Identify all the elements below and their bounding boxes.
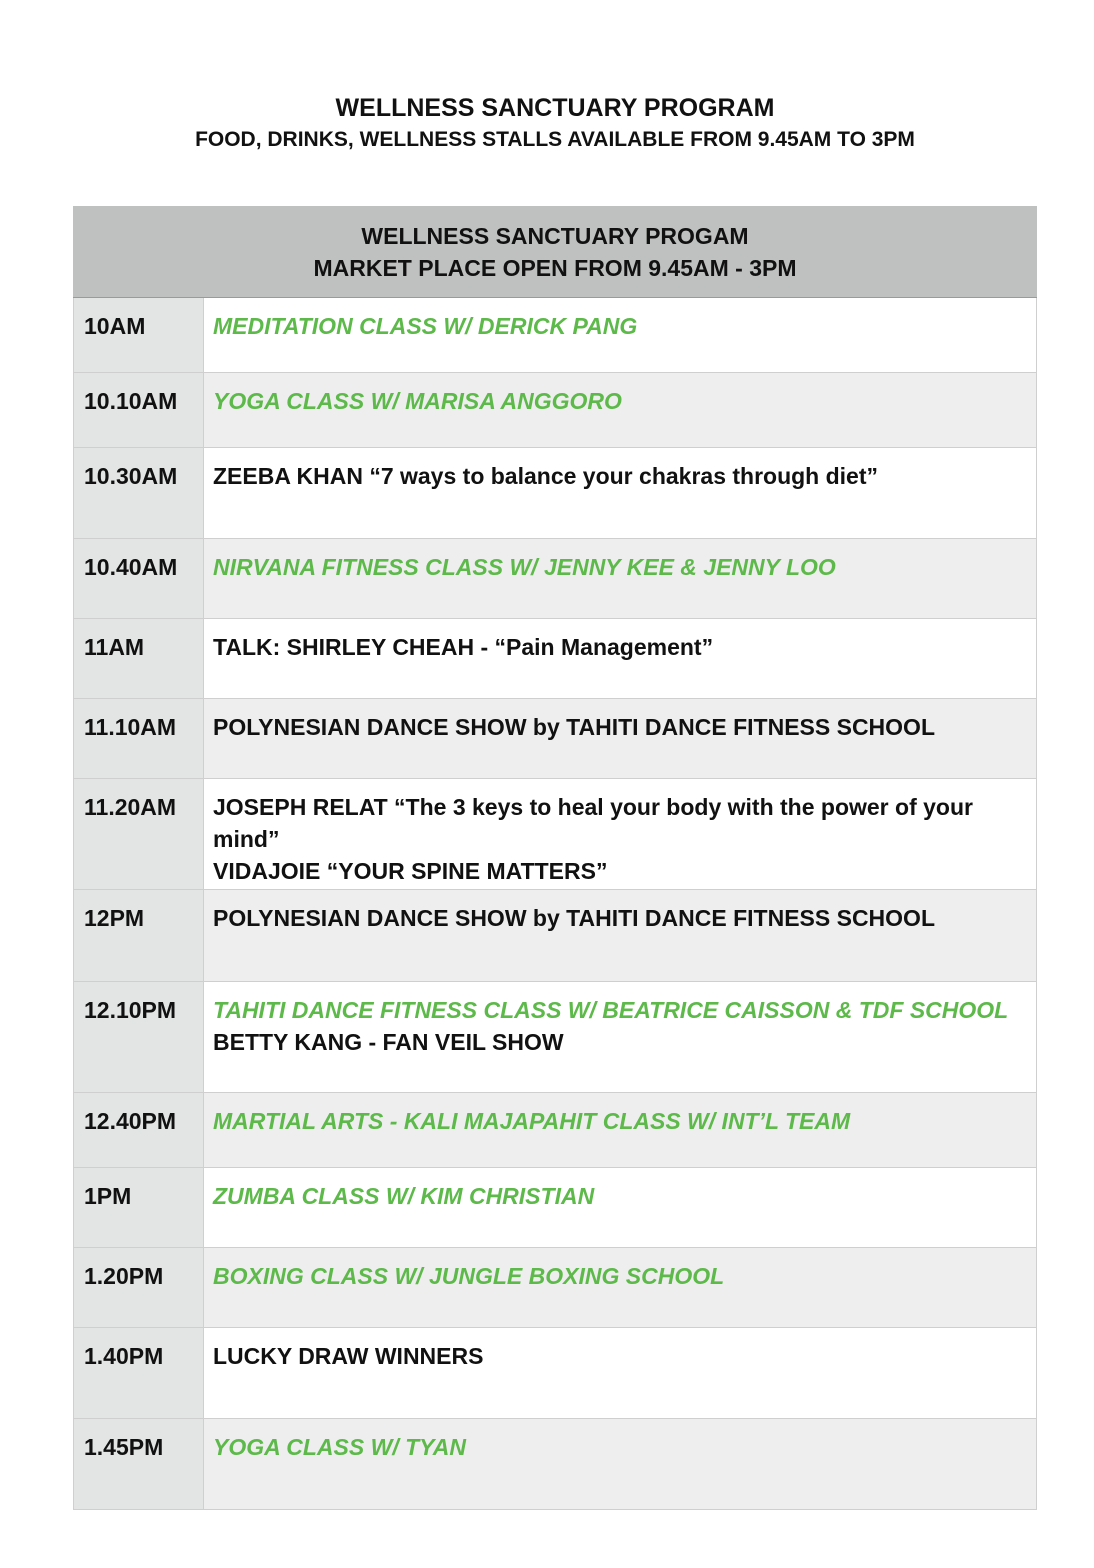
- event-cell: [204, 982, 1037, 1093]
- event-text: LUCKY DRAW WINNERS: [213, 1343, 484, 1369]
- event-cell: [204, 298, 1037, 373]
- schedule-row: [74, 373, 1037, 448]
- time-cell: 1.40PM: [74, 1328, 204, 1419]
- event-cell: [204, 890, 1037, 982]
- time-cell: 1PM: [74, 1168, 204, 1248]
- schedule-row: [74, 619, 1037, 699]
- event-text: POLYNESIAN DANCE SHOW by TAHITI DANCE FITNESS SCHOOL: [213, 714, 935, 740]
- schedule-header-hours: MARKET PLACE OPEN FROM 9.45AM - 3PM: [313, 255, 797, 281]
- class-activity-text: TAHITI DANCE FITNESS CLASS W/ BEATRICE CAISSON & TDF SCHOOL: [213, 997, 1009, 1023]
- time-cell: 11.10AM: [74, 699, 204, 779]
- page-subtitle: FOOD, DRINKS, WELLNESS STALLS AVAILABLE FROM 9.45AM TO 3PM: [195, 128, 915, 151]
- event-cell: [204, 373, 1037, 448]
- event-cell: [204, 1328, 1037, 1419]
- schedule-body: [74, 298, 1037, 1510]
- event-cell: [204, 448, 1037, 539]
- time-cell: 12.10PM: [74, 982, 204, 1093]
- time-cell: 12.40PM: [74, 1093, 204, 1168]
- schedule-row: [74, 1248, 1037, 1328]
- schedule-row: [74, 890, 1037, 982]
- event-text: JOSEPH RELAT “The 3 keys to heal your body with the power of your mind”: [213, 794, 973, 852]
- schedule-row: [74, 779, 1037, 890]
- class-activity-text: BOXING CLASS W/ JUNGLE BOXING SCHOOL: [213, 1263, 725, 1289]
- event-cell: [204, 1093, 1037, 1168]
- schedule-row: [74, 982, 1037, 1093]
- time-cell: 12PM: [74, 890, 204, 982]
- class-activity-text: MEDITATION CLASS W/ DERICK PANG: [213, 313, 638, 339]
- schedule-header-title: WELLNESS SANCTUARY PROGAM: [361, 223, 749, 249]
- time-cell: 11.20AM: [74, 779, 204, 890]
- class-activity-text: NIRVANA FITNESS CLASS W/ JENNY KEE & JENNY LOO: [213, 554, 836, 580]
- event-cell: [204, 779, 1037, 890]
- event-text: ZEEBA KHAN “7 ways to balance your chakras through diet”: [213, 463, 879, 489]
- schedule-row: [74, 298, 1037, 373]
- schedule-table: [73, 206, 1037, 1510]
- schedule-row: [74, 1168, 1037, 1248]
- event-text: POLYNESIAN DANCE SHOW by TAHITI DANCE FITNESS SCHOOL: [213, 905, 935, 931]
- class-activity-text: ZUMBA CLASS W/ KIM CHRISTIAN: [213, 1183, 595, 1209]
- class-activity-text: MARTIAL ARTS - KALI MAJAPAHIT CLASS W/ INT’L TEAM: [213, 1108, 851, 1134]
- event-text: VIDAJOIE “YOUR SPINE MATTERS”: [213, 858, 608, 884]
- schedule-row: [74, 448, 1037, 539]
- time-cell: 1.45PM: [74, 1419, 204, 1510]
- time-cell: 10.10AM: [74, 373, 204, 448]
- event-cell: [204, 1419, 1037, 1510]
- time-cell: 11AM: [74, 619, 204, 699]
- schedule-row: [74, 699, 1037, 779]
- event-text: BETTY KANG - FAN VEIL SHOW: [213, 1029, 564, 1055]
- time-cell: 1.20PM: [74, 1248, 204, 1328]
- schedule-row: [74, 1419, 1037, 1510]
- page-title: WELLNESS SANCTUARY PROGRAM: [335, 94, 775, 122]
- event-cell: [204, 699, 1037, 779]
- time-cell: 10.40AM: [74, 539, 204, 619]
- time-cell: 10.30AM: [74, 448, 204, 539]
- event-text: TALK: SHIRLEY CHEAH - “Pain Management”: [213, 634, 714, 660]
- class-activity-text: YOGA CLASS W/ MARISA ANGGORO: [213, 388, 622, 414]
- event-cell: [204, 1248, 1037, 1328]
- event-cell: [204, 539, 1037, 619]
- class-activity-text: YOGA CLASS W/ TYAN: [213, 1434, 466, 1460]
- schedule-header: [74, 207, 1037, 298]
- event-cell: [204, 619, 1037, 699]
- schedule-row: [74, 1328, 1037, 1419]
- event-cell: [204, 1168, 1037, 1248]
- schedule-row: [74, 1093, 1037, 1168]
- time-cell: 10AM: [74, 298, 204, 373]
- schedule-row: [74, 539, 1037, 619]
- schedule-header-cell: [74, 207, 1037, 298]
